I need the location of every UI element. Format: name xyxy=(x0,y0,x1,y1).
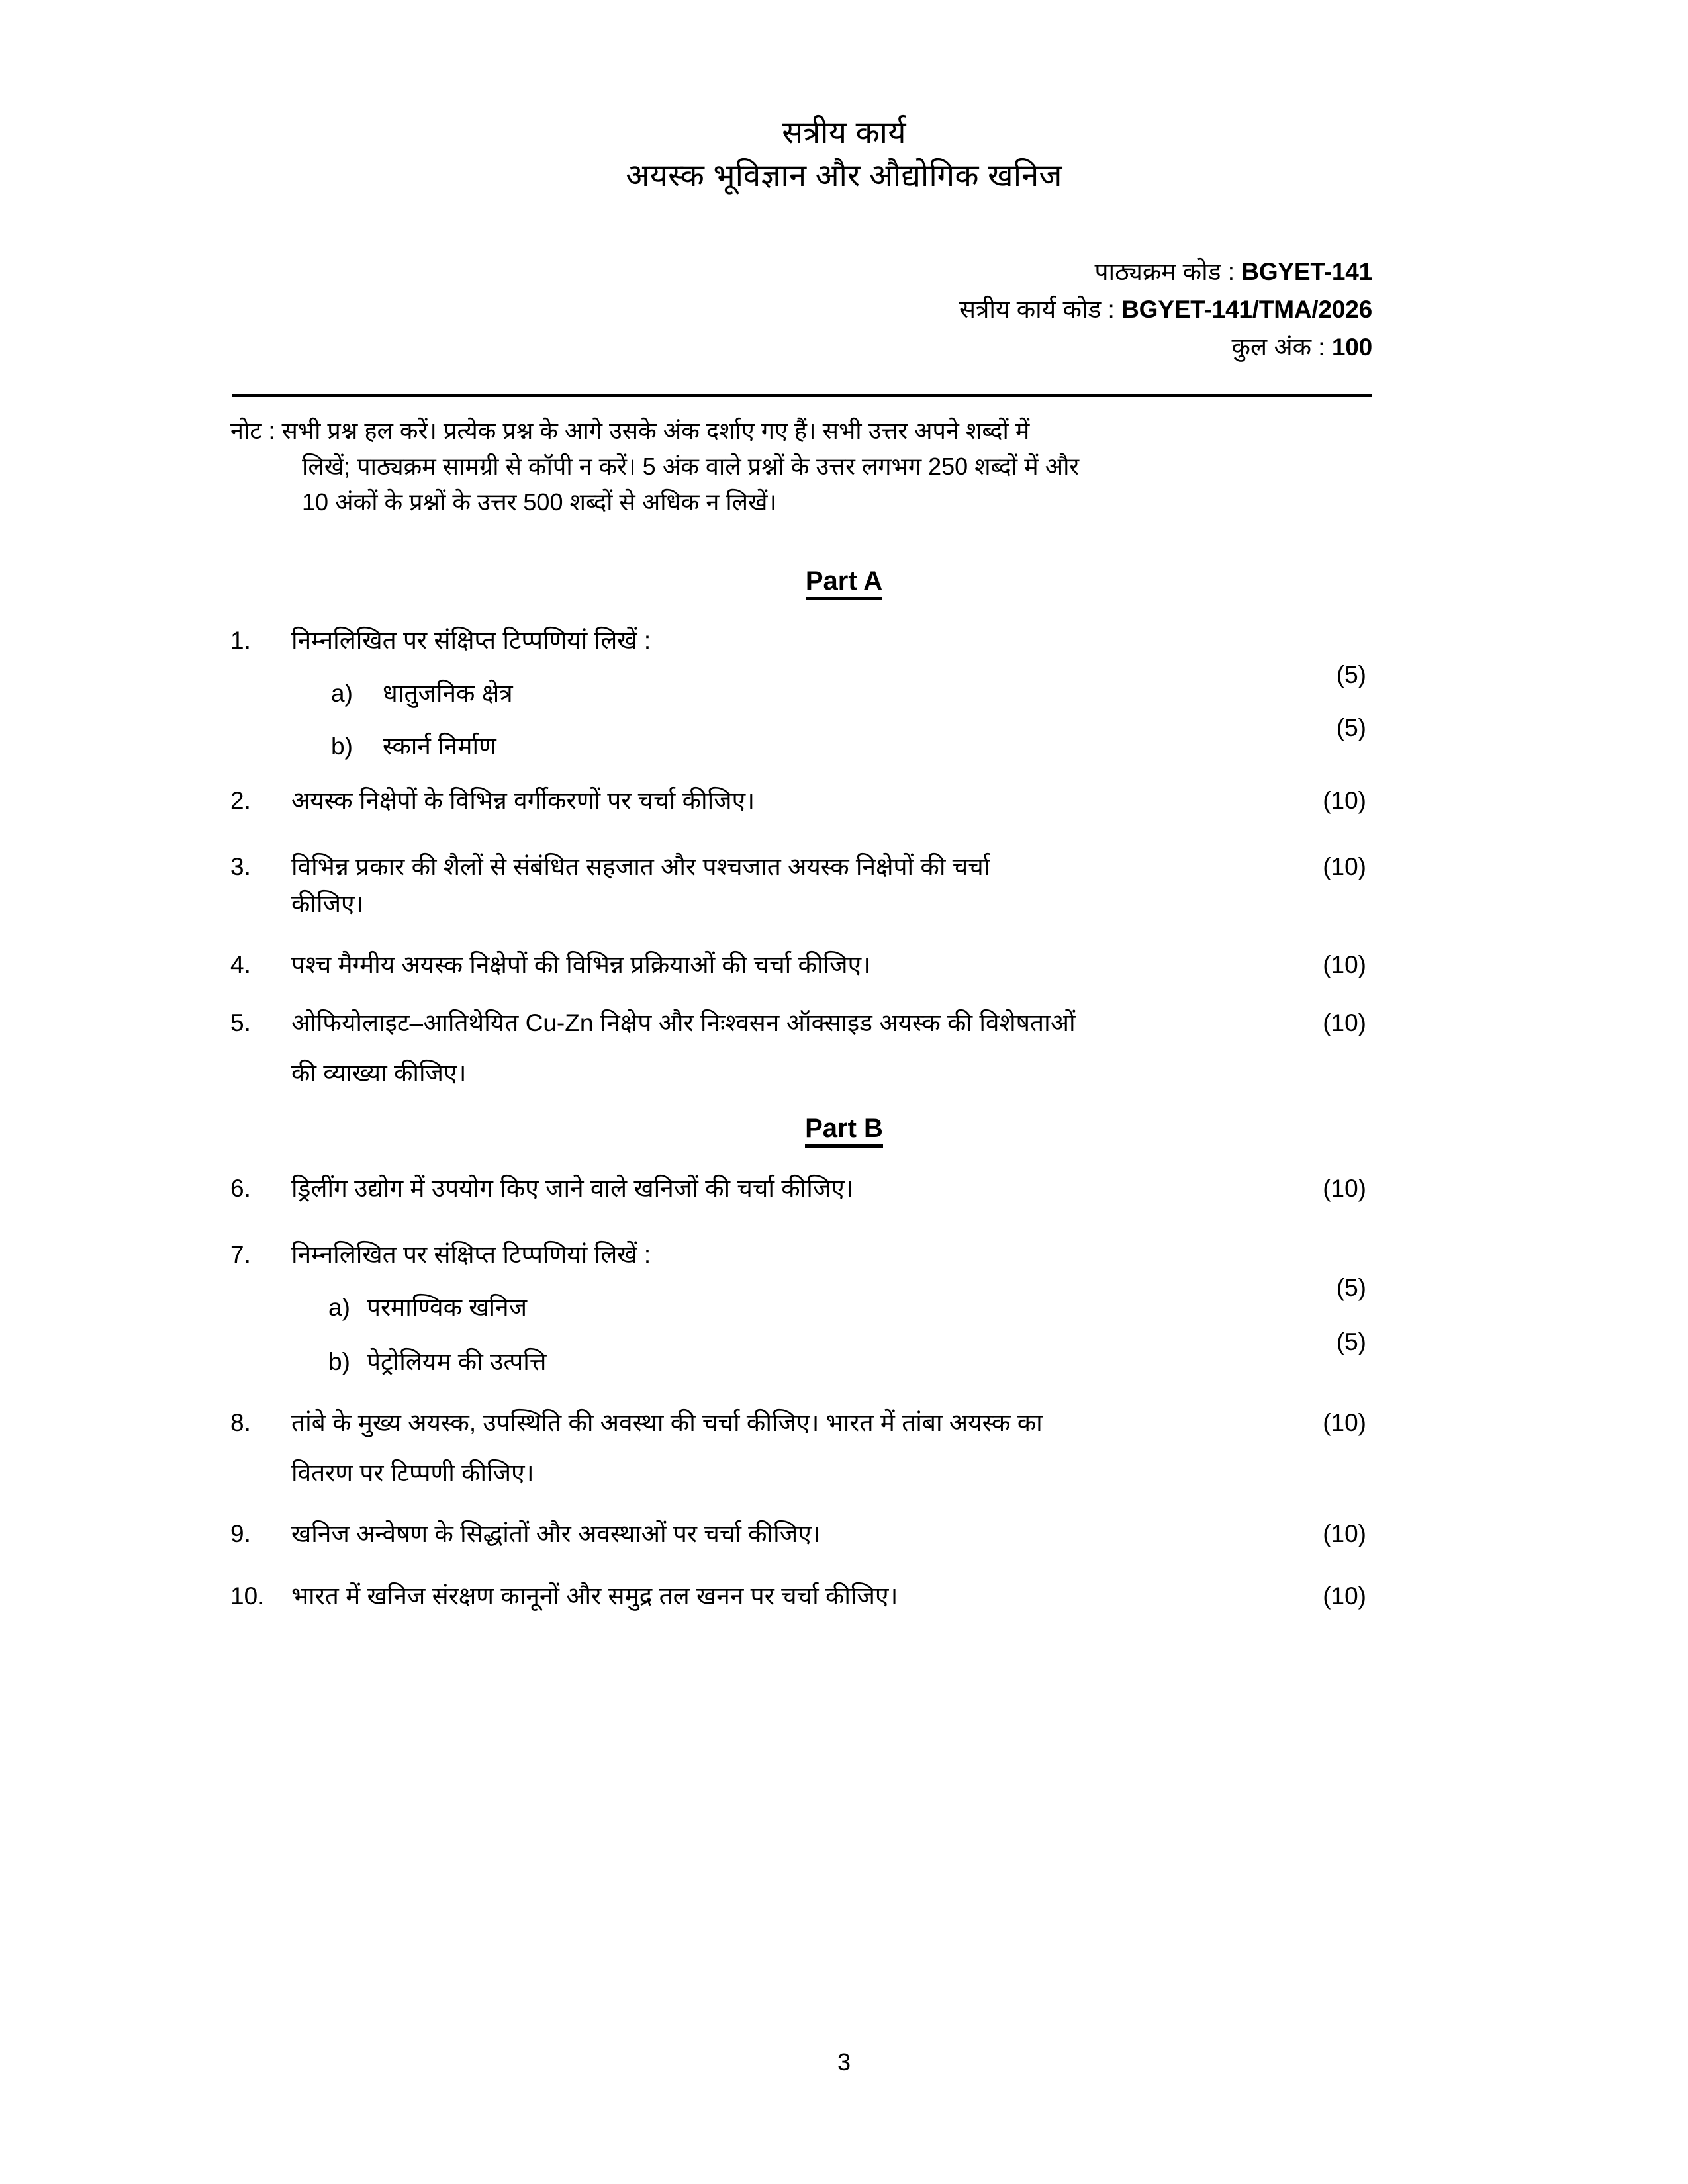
question-2-marks: (10) xyxy=(1323,787,1366,814)
question-4-marks: (10) xyxy=(1323,951,1366,978)
part-a-heading xyxy=(0,566,1688,596)
total-marks-value: 100 xyxy=(1331,334,1372,361)
question-1-sub-b-marks: (5) xyxy=(1336,714,1366,741)
question-5 xyxy=(230,1005,1376,1042)
question-6-text: ड्रिलींग उद्योग में उपयोग किए जाने वाले खनिजों की चर्चा कीजिए। xyxy=(291,1175,854,1202)
question-3-marks: (10) xyxy=(1323,853,1366,880)
page-title xyxy=(0,111,1688,197)
question-7-number: 7. xyxy=(230,1241,251,1268)
question-9-text: खनिज अन्वेषण के सिद्धांतों और अवस्थाओं पर चर्चा कीजिए। xyxy=(291,1520,821,1547)
course-code-row xyxy=(959,253,1372,291)
note-line-3: 10 अंकों के प्रश्नों के उत्तर 500 शब्दों से अधिक न लिखें। xyxy=(302,488,777,516)
question-6-number: 6. xyxy=(230,1175,251,1202)
question-3-number: 3. xyxy=(230,853,251,880)
question-8 xyxy=(230,1404,1376,1441)
question-10 xyxy=(230,1578,1376,1615)
question-1-sub-a-text: धातुजनिक क्षेत्र xyxy=(383,680,513,707)
question-7-sub-a xyxy=(230,1274,1376,1326)
question-5-text: ओफियोलाइट–आतिथेयित Cu-Zn निक्षेप और निःश्वसन ऑक्साइड अयस्क की विशेषताओं xyxy=(291,1009,1076,1036)
question-5-number: 5. xyxy=(230,1009,251,1036)
note-line-1: नोट : सभी प्रश्न हल करें। प्रत्येक प्रश्न के आगे उसके अंक दर्शाए गए हैं। सभी उत्तर अपने शब्दों में xyxy=(230,417,1030,444)
question-7-text: निम्नलिखित पर संक्षिप्त टिप्पणियां लिखें : xyxy=(291,1241,651,1268)
part-b-heading-text: Part B xyxy=(805,1114,883,1148)
question-2-text: अयस्क निक्षेपों के विभिन्न वर्गीकरणों पर चर्चा कीजिए। xyxy=(291,787,755,814)
question-8-continued xyxy=(230,1455,1376,1492)
instructions-note xyxy=(230,413,1376,520)
question-5-text-line-2: की व्याख्या कीजिए। xyxy=(291,1060,467,1087)
question-1-number: 1. xyxy=(230,627,251,654)
question-1-sub-b-text: स्कार्न निर्माण xyxy=(383,733,496,760)
question-8-text-line-2: वितरण पर टिप्पणी कीजिए। xyxy=(291,1459,534,1486)
question-7-sub-a-label: a) xyxy=(328,1294,350,1321)
course-code-value: BGYET-141 xyxy=(1241,258,1372,285)
question-7 xyxy=(230,1236,1376,1273)
note-line-2: लिखें; पाठ्यक्रम सामग्री से कॉपी न करें। 5 अंक वाले प्रश्नों के उत्तर लगभग 250 शब्दों में और xyxy=(302,453,1080,480)
question-7-sub-b xyxy=(230,1328,1376,1381)
course-code-label: पाठ्यक्रम कोड : xyxy=(1094,258,1235,285)
question-7-sub-b-text: पेट्रोलियम की उत्पत्ति xyxy=(367,1348,547,1375)
question-1-sub-a xyxy=(230,661,1376,712)
question-3-continued xyxy=(230,886,1376,923)
question-3-text-line-2: कीजिए। xyxy=(291,890,364,917)
question-5-continued xyxy=(230,1055,1376,1092)
question-8-text: तांबे के मुख्य अयस्क, उपस्थिति की अवस्था की चर्चा कीजिए। भारत में तांबा अयस्क का xyxy=(291,1409,1043,1436)
question-1-sub-a-marks: (5) xyxy=(1336,661,1366,688)
question-2-number: 2. xyxy=(230,787,251,814)
assignment-code-row xyxy=(959,291,1372,328)
question-7-sub-b-marks: (5) xyxy=(1336,1328,1366,1355)
question-7-sub-b-label: b) xyxy=(328,1348,350,1375)
question-1-sub-a-label: a) xyxy=(331,680,353,707)
assignment-title: सत्रीय कार्य xyxy=(782,114,906,150)
question-9 xyxy=(230,1516,1376,1553)
question-7-sub-a-marks: (5) xyxy=(1336,1274,1366,1301)
question-6-marks: (10) xyxy=(1323,1175,1366,1202)
question-9-marks: (10) xyxy=(1323,1520,1366,1547)
question-8-number: 8. xyxy=(230,1409,251,1436)
question-4-text: पश्च मैग्मीय अयस्क निक्षेपों की विभिन्न प्रक्रियाओं की चर्चा कीजिए। xyxy=(291,951,871,978)
question-9-number: 9. xyxy=(230,1520,251,1547)
page-number: 3 xyxy=(837,2048,851,2075)
question-1-sub-b xyxy=(230,714,1376,765)
question-2 xyxy=(230,782,1376,819)
question-1 xyxy=(230,622,1376,659)
question-3-text: विभिन्न प्रकार की शैलों से संबंधित सहजात और पश्चजात अयस्क निक्षेपों की चर्चा xyxy=(291,853,990,880)
question-10-number: 10. xyxy=(230,1582,265,1610)
part-a-heading-text: Part A xyxy=(806,567,882,600)
assignment-code-value: BGYET-141/TMA/2026 xyxy=(1121,296,1372,323)
course-code-block xyxy=(959,253,1372,366)
question-10-text: भारत में खनिज संरक्षण कानूनों और समुद्र तल खनन पर चर्चा कीजिए। xyxy=(291,1582,898,1610)
question-4 xyxy=(230,946,1376,983)
question-4-number: 4. xyxy=(230,951,251,978)
question-8-marks: (10) xyxy=(1323,1409,1366,1436)
assignment-code-label: सत्रीय कार्य कोड : xyxy=(959,296,1115,323)
header-divider xyxy=(232,394,1372,397)
question-10-marks: (10) xyxy=(1323,1582,1366,1610)
question-3 xyxy=(230,848,1376,886)
question-1-sub-b-label: b) xyxy=(331,733,353,760)
question-1-text: निम्नलिखित पर संक्षिप्त टिप्पणियां लिखें : xyxy=(291,627,651,654)
course-title: अयस्क भूविज्ञान और औद्योगिक खनिज xyxy=(626,158,1062,193)
question-5-marks: (10) xyxy=(1323,1009,1366,1036)
part-b-heading xyxy=(0,1113,1688,1144)
question-6 xyxy=(230,1170,1376,1207)
total-marks-label: कुल अंक : xyxy=(1231,334,1325,361)
total-marks-row xyxy=(959,328,1372,366)
question-7-sub-a-text: परमाण्विक खनिज xyxy=(367,1294,528,1321)
